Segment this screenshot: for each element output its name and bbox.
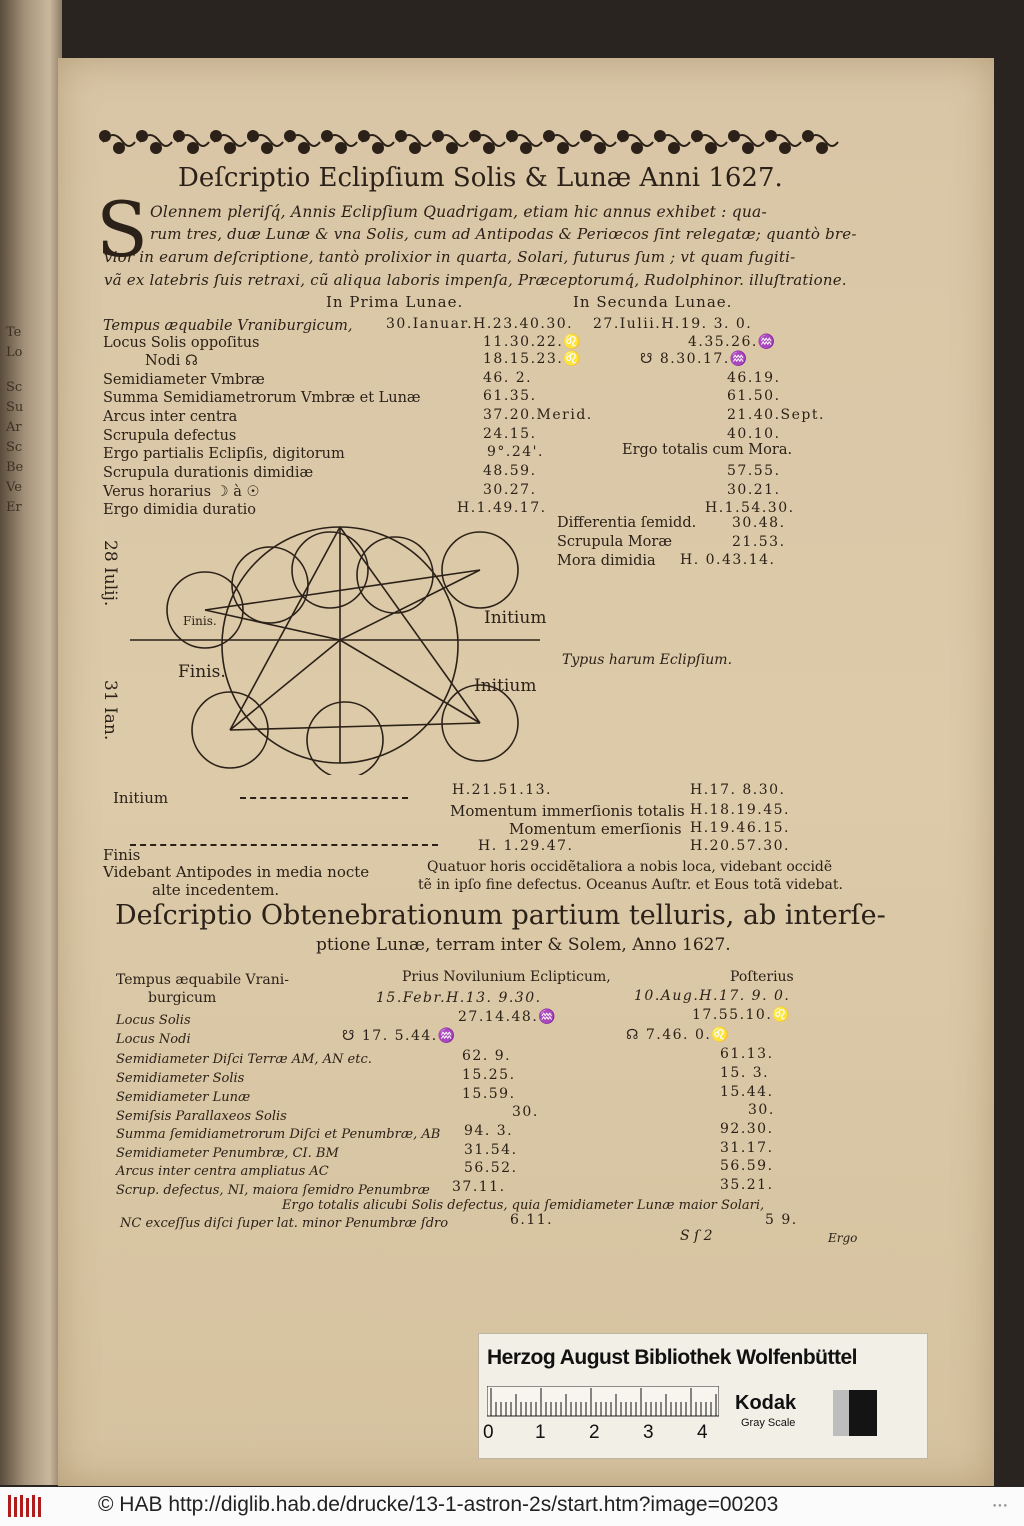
ruler-label: 0 [483, 1422, 494, 1443]
row-value-b: 27.Iulii.H.19. 3. 0. [593, 316, 753, 332]
timing-value: H.17. 8.30. [690, 782, 786, 798]
ergo-line: Ergo totalis alicubi Solis defectus, quia ſemidiameter Lunæ maior Solari, [282, 1198, 765, 1213]
drop-cap: S [96, 185, 149, 274]
table2-value-a: 6.11. [510, 1212, 554, 1228]
timing-label: Momentum emerſionis [509, 820, 682, 838]
library-color-card [478, 1333, 928, 1459]
section-title: ptione Lunæ, terram inter & Solem, Anno 1627. [316, 935, 731, 955]
table2-value-a: 56.52. [464, 1160, 518, 1176]
table2-value-b: 56.59. [720, 1158, 774, 1174]
eclipse-diagram [100, 515, 540, 775]
gray-scale-label: Gray Scale [741, 1417, 796, 1429]
row-label: Verus horarius ☽ à ☉ [103, 484, 260, 500]
note-right: Quatuor horis occidẽtaliora a nobis loca, videbant occidẽ [427, 859, 833, 875]
table2-label: Locus Nodi [116, 1032, 191, 1047]
section-title: Deſcriptio Obtenebrationum partium telluris, ab interſe- [115, 900, 886, 931]
row-value-b: 21.40.Sept. [727, 407, 825, 423]
row-value-b: 40.10. [727, 426, 781, 442]
row-value-b: 57.55. [727, 463, 781, 479]
table2-label: Semidiameter Penumbræ, CI. BM [116, 1146, 339, 1161]
intro-line: vã ex latebris ſuis retraxi, cũ aliqua laboris impenſa, Præceptorumq́, Rudolphinor. illuſtratione. [104, 271, 847, 289]
table2-label: Summa ſemidiametrorum Diſci et Penumbræ, AB [116, 1127, 441, 1142]
row-label: Tempus æquabile Vraniburgicum, [103, 318, 353, 334]
edge-text: Te [6, 325, 22, 340]
diagram-caption: Typus harum Eclipſium. [562, 652, 733, 668]
table2-value-b: 17.55.10.♌ [692, 1007, 792, 1023]
side-label-july: 28 Iulij. [100, 540, 120, 607]
col-head-second: In Secunda Lunae. [573, 293, 733, 311]
row-label: Summa Semidiametrorum Vmbræ et Lunæ [103, 390, 421, 406]
row-value-a: 46. 2. [483, 370, 533, 386]
ruler-label: 3 [643, 1422, 654, 1443]
row-value-a: 37.20.Merid. [483, 407, 593, 423]
edge-text: Ar [6, 420, 22, 435]
table2-value-a: 31.54. [464, 1142, 518, 1158]
diagram-label: Initium [484, 608, 547, 628]
mora-value: H. 0.43.14. [680, 552, 776, 568]
kodak-logo: Kodak [735, 1392, 797, 1414]
row-value-a: 11.30.22.♌ [483, 334, 583, 350]
ruler-label: 4 [697, 1422, 708, 1443]
table2-value-b: 30. [748, 1102, 775, 1118]
mora-label: Mora dimidia [557, 553, 656, 569]
table2-value-b: 15. 3. [720, 1065, 770, 1081]
timing-value: H. 1.29.47. [478, 838, 574, 854]
table2-value-a: 62. 9. [462, 1048, 512, 1064]
table2-head: burgicum [148, 990, 217, 1006]
diagram-label: Initium [474, 676, 537, 696]
table2-value-b: 31.17. [720, 1140, 774, 1156]
mora-value: 21.53. [732, 534, 786, 550]
ornament-band [97, 124, 839, 160]
timing-value: H.19.46.15. [690, 820, 790, 836]
edge-text: Be [6, 460, 24, 475]
row-value-a: 30.27. [483, 482, 537, 498]
note-left: Videbant Antipodes in media nocte [103, 863, 370, 881]
row-value-a: 18.15.23.♌ [483, 351, 583, 367]
table2-value-b: 15.44. [720, 1084, 774, 1100]
row-value-b: 61.50. [727, 388, 781, 404]
hab-logo-icon [8, 1493, 48, 1519]
footer-copyright-url[interactable]: © HAB http://diglib.hab.de/drucke/13-1-astron-2s/start.htm?image=00203 [98, 1493, 779, 1516]
table2-label: Semiſsis Parallaxeos Solis [116, 1109, 287, 1124]
left-page-edge [0, 0, 62, 1485]
row-label: Scrupula defectus [103, 428, 237, 444]
ruler-label: 2 [589, 1422, 600, 1443]
table2-label: NC exceſſus diſci ſuper lat. minor Penumbræ ſdro [120, 1216, 449, 1231]
table2-head: Tempus æquabile Vrani- [116, 972, 289, 988]
mora-label: Scrupula Moræ [557, 534, 672, 550]
table2-value-a: 15.59. [462, 1086, 516, 1102]
table2-value-a: 37.11. [452, 1179, 506, 1195]
table2-label: Semidiameter Lunæ [116, 1090, 251, 1105]
timing-label: Momentum immerſionis totalis [450, 802, 685, 820]
ruler-labels [483, 1422, 723, 1452]
table2-value-a: 30. [512, 1104, 539, 1120]
table2-value-b: 61.13. [720, 1046, 774, 1062]
col-head-first: In Prima Lunae. [326, 293, 464, 311]
dashed-line [130, 844, 438, 846]
timing-label: Initium [113, 789, 169, 807]
row-value-b: 30.21. [727, 482, 781, 498]
row-value-a: 30.Ianuar.H.23.40.30. [386, 316, 574, 332]
intro-line: vior in earum deſcriptione, tantò prolixior in quarta, Solari, futurus ſum ; vt quam fugiti- [104, 248, 796, 266]
footer-bar [0, 1487, 1024, 1526]
table2-head: Prius Novilunium Eclipticum, [402, 969, 611, 985]
row-value-b: Ergo totalis cum Mora. [622, 442, 793, 458]
footer-dots: ••• [992, 1502, 1008, 1512]
table2-value-b: 5 9. [765, 1212, 798, 1228]
side-label-jan: 31 Ian. [100, 680, 120, 741]
edge-text: Er [6, 500, 22, 515]
moon-circle [232, 547, 308, 623]
row-value-b: ☋ 8.30.17.♒ [640, 351, 749, 367]
edge-text: Ve [6, 480, 22, 495]
row-label: Semidiameter Vmbræ [103, 372, 265, 388]
diagram-label: Finis. [178, 662, 226, 682]
table2-label: Scrup. defectus, NI, maiora ſemidro Penumbræ [116, 1183, 430, 1198]
table2-value-a: 27.14.48.♒ [458, 1009, 558, 1025]
edge-text: Su [6, 400, 24, 415]
table2-value-a: 15.25. [462, 1067, 516, 1083]
row-label: Scrupula durationis dimidiæ [103, 465, 314, 481]
page-title: Deſcriptio Eclipſium Solis & Lunæ Anni 1627. [178, 163, 783, 193]
row-value-a: 9°.24'. [487, 444, 544, 460]
edge-text: Sc [6, 440, 23, 455]
timing-value: H.20.57.30. [690, 838, 790, 854]
diagram-label: Finis. [183, 614, 217, 628]
table2-value-a: 94. 3. [464, 1123, 514, 1139]
row-value-a: 24.15. [483, 426, 537, 442]
mora-value: 30.48. [732, 515, 786, 531]
note-right: tẽ in ipſo fine defectus. Oceanus Auſtr. et Eous totã videbat. [418, 877, 843, 893]
row-label: Arcus inter centra [103, 409, 238, 425]
moon-circle [307, 702, 383, 775]
table2-value-a: ☋ 17. 5.44.♒ [342, 1028, 457, 1044]
row-value-b: H.1.54.30. [705, 500, 795, 516]
table2-label: Arcus inter centra ampliatus AC [116, 1164, 329, 1179]
table2-label: Semidiameter Diſci Terræ AM, AN etc. [116, 1052, 372, 1067]
signature-mark: S ſ 2 [680, 1228, 713, 1244]
timing-label: Finis [103, 846, 141, 864]
row-value-a: H.1.49.17. [457, 500, 547, 516]
edge-text: Lo [6, 345, 23, 360]
row-value-a: 48.59. [483, 463, 537, 479]
table2-head: Poſterius [730, 969, 794, 985]
table2-label: Locus Solis [116, 1013, 191, 1028]
table2-label: Semidiameter Solis [116, 1071, 245, 1086]
row-value-b: 4.35.26.♒ [688, 334, 777, 350]
black-patch [849, 1390, 877, 1436]
intro-line: rum tres, duæ Lunæ & vna Solis, cum ad Antipodas & Periœcos ſint relegatæ; quantò bre- [150, 225, 857, 243]
row-label: Locus Solis oppoſitus [103, 335, 260, 351]
intro-line: Olennem pleriſq́, Annis Eclipſium Quadrigam, etiam hic annus exhibet : qua- [150, 203, 767, 221]
row-label: Nodi ☊ [145, 353, 198, 369]
mora-label: Differentia ſemidd. [557, 515, 697, 531]
dashed-line [240, 797, 408, 799]
row-value-a: 61.35. [483, 388, 537, 404]
row-label: Ergo partialis Eclipſis, digitorum [103, 446, 345, 462]
timing-value: H.18.19.45. [690, 802, 790, 818]
table2-value-b: 10.Aug.H.17. 9. 0. [634, 988, 791, 1004]
edge-text: Sc [6, 380, 23, 395]
row-value-b: 46.19. [727, 370, 781, 386]
catchword: Ergo [828, 1231, 858, 1245]
table2-value-b: ☊ 7.46. 0.♌ [626, 1027, 731, 1043]
timing-value: H.21.51.13. [452, 782, 552, 798]
table2-value-a: 15.Febr.H.13. 9.30. [376, 990, 542, 1006]
table2-value-b: 92.30. [720, 1121, 774, 1137]
table2-value-b: 35.21. [720, 1177, 774, 1193]
row-label: Ergo dimidia duratio [103, 502, 257, 518]
ruler-label: 1 [535, 1422, 546, 1443]
library-name: Herzog August Bibliothek Wolfenbüttel [487, 1346, 857, 1369]
note-left: alte incedentem. [152, 881, 280, 899]
